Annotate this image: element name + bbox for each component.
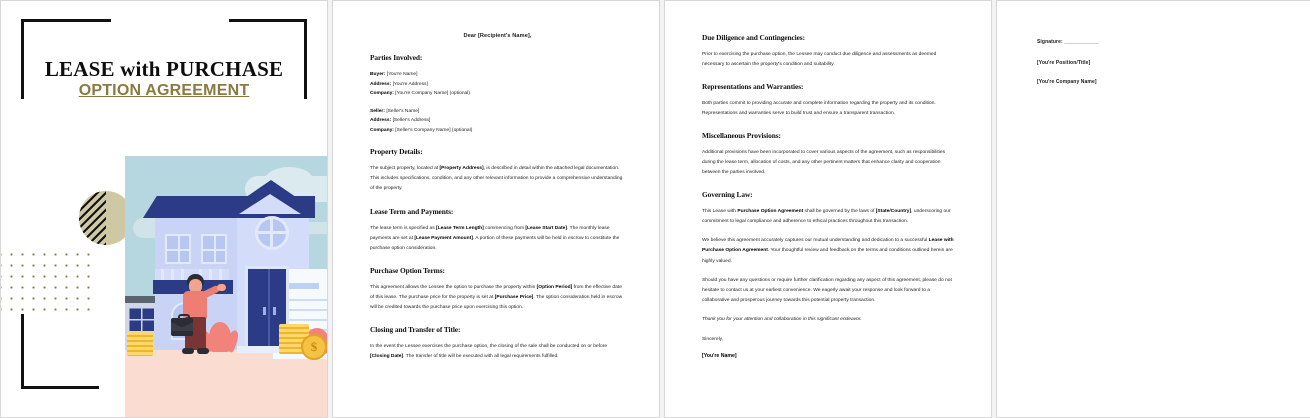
person-illustration [177, 274, 217, 356]
section-heading-lease-term-payments: Lease Term and Payments: [370, 206, 454, 216]
signature-block [1037, 39, 1290, 98]
window-mullion [203, 249, 225, 251]
placeholder-option-period: [Option Period] [536, 284, 573, 290]
section-heading-due-diligence: Due Diligence and Contingencies: [702, 33, 805, 42]
person-shoe [182, 348, 194, 354]
text-fragment: , is described in detail within the attached legal documentation. This includes specifications, condition, and any other relevant information to provide a comprehensive understanding of the property. [370, 166, 623, 192]
corner-bracket-bottom-left-icon [21, 314, 99, 389]
round-window-icon [255, 216, 289, 250]
text-fragment: shall be governed by the laws of [803, 209, 876, 215]
document-page-4[interactable] [996, 0, 1310, 418]
coin-stack-icon [127, 332, 153, 356]
seller-address-value: [Seller's Address] [392, 118, 431, 124]
text-fragment: , underscoring our commitment to legal compliance and adherence to ethical practices throughout this transaction. [702, 209, 951, 225]
document-page-1-cover[interactable] [0, 0, 328, 418]
greeting-line: Dear [Recipient's Name], [463, 33, 532, 39]
text-fragment: . The transfer of title will be executed with all legal requirements fulfilled. [403, 353, 559, 359]
paragraph-purchase-option-terms [370, 283, 625, 313]
text-fragment: We believe this agreement accurately captures our mutual understanding and dedication to a successful [702, 238, 929, 244]
buyer-address-value: [You're Address] [392, 81, 428, 87]
buyer-address-label: Address: [370, 81, 392, 87]
company-name-placeholder: [You're Company Name] [1037, 79, 1097, 85]
placeholder-lease-term-length: [Lease Term Length] [436, 225, 484, 231]
text-fragment: . A portion of these payments will be held in escrow to constitute the purchase option consideration. [370, 235, 620, 251]
text-fragment: The subject property, located at [370, 166, 440, 172]
cover-subtitle: OPTION AGREEMENT [78, 82, 250, 99]
window-mullion [167, 249, 189, 251]
text-fragment: This Lease with [702, 209, 738, 215]
text-fragment: commencing from [483, 225, 526, 231]
buyer-name-row [370, 70, 625, 80]
text-fragment: from the effective date of this lease. The purchase price for the property is set at [370, 284, 622, 300]
bold-purchase-option-agreement: Purchase Option Agreement [737, 209, 804, 215]
paragraph-lease-term-payments [370, 224, 625, 254]
paragraph-property-details [370, 164, 625, 194]
signature-line[interactable]: Signature: ____________ [1037, 39, 1099, 45]
seller-value: [Seller's Name] [386, 108, 420, 114]
section-heading-closing-transfer-title: Closing and Transfer of Title: [370, 324, 461, 334]
section-heading-purchase-option-terms: Purchase Option Terms: [370, 265, 445, 275]
seller-company-label: Company: [370, 127, 394, 133]
paragraph-due-diligence: Prior to exercising the purchase option, the Lessee may conduct due diligence and assessments as deemed necessary to ascertain the property's condition and suitability. [702, 52, 937, 68]
signature-name-placeholder: [You're Name] [702, 353, 737, 360]
text-fragment: In the event the Lessee exercises the purchase option, the closing of the sale shall be conducted on or before [370, 343, 608, 349]
person-shoe [197, 348, 209, 354]
buyer-company-row [370, 89, 625, 99]
text-fragment: . The option consideration held in escrow will be credited towards the purchase price upon exercising this option. [370, 294, 623, 310]
paragraph-closing-belief [702, 236, 957, 266]
buyer-company-label: Company: [370, 91, 394, 97]
cover-title: LEASE with PURCHASE [44, 57, 284, 81]
text-fragment: This agreement allows the Lessee the option to purchase the property within [370, 284, 537, 290]
briefcase-icon [171, 318, 193, 336]
text-fragment: The lease term is specified as [370, 225, 437, 231]
document-page-3[interactable] [664, 0, 992, 418]
door-handle-icon [273, 307, 276, 315]
sincerely-line: Sincerely, [702, 336, 724, 342]
section-heading-parties-involved: Parties Involved: [370, 53, 423, 62]
placeholder-purchase-price: [Purchase Price] [494, 294, 534, 300]
seller-company-row [370, 126, 625, 136]
page-3-body [702, 33, 957, 359]
seller-company-value: [Seller's Company Name] (optional) [395, 127, 473, 133]
section-heading-representations-warranties: Representations and Warranties: [702, 82, 804, 92]
dot-grid-decoration-icon [0, 249, 95, 311]
document-page-2[interactable] [332, 0, 660, 418]
text-fragment: . Your thoughtful review and feedback on the terms and conditions outlined herein are highly valued. [702, 248, 953, 264]
cover-layout [1, 1, 327, 417]
placeholder-state-country: [State/Country] [875, 209, 912, 215]
paragraph-governing-law [702, 207, 957, 227]
door-split [268, 269, 270, 347]
door-handle-icon [263, 307, 266, 315]
seller-address-label: Address: [370, 118, 392, 124]
buyer-address-row [370, 80, 625, 90]
bold-lease-with-purchase-option-agreement: Lease with Purchase Option Agreement [702, 238, 954, 254]
section-heading-property-details: Property Details: [370, 147, 423, 157]
section-heading-miscellaneous-provisions: Miscellaneous Provisions: [702, 131, 781, 141]
buyer-company-value: [You're Company Name] (optional) [395, 91, 470, 97]
placeholder-lease-start-date: [Lease Start Date] [525, 225, 567, 231]
seller-name-row [370, 107, 625, 117]
buyer-info-group [370, 70, 625, 99]
placeholder-lease-payment-amount: [Lease Payment Amount] [414, 235, 473, 241]
person-hand [217, 284, 226, 291]
cover-illustration [125, 156, 328, 418]
document-heading-bar [285, 283, 319, 289]
buyer-label: Buyer: [370, 72, 386, 77]
section-heading-governing-law: Governing Law: [702, 190, 753, 200]
position-title-placeholder: [You're Position/Title] [1037, 60, 1091, 66]
seller-label: Seller: [370, 108, 385, 114]
placeholder-closing-date: [Closing Date] [370, 353, 404, 359]
paragraph-representations-warranties: Both parties commit to providing accurate and complete information regarding the property and its condition. Representations and warranties serve to build trust and ensure a transparent transaction. [702, 101, 936, 117]
paragraph-miscellaneous-provisions: Additional provisions have been incorporated to cover various aspects of the agreement, such as responsibilities during the lease term, allocation of costs, and any other pertinent matters that enhance clarity and cooperation between the parties involved. [702, 150, 946, 176]
seller-info-group [370, 107, 625, 136]
page-2-body [370, 33, 625, 371]
seller-address-row [370, 116, 625, 126]
dollar-coin-icon: $ [301, 334, 327, 360]
thank-you-line: Thank you for your attention and collaboration in this significant endeavor. [702, 316, 862, 322]
house-window [201, 234, 227, 264]
paragraph-questions-contact: Should you have any questions or require further clarification regarding any aspect of this agreement, please do not hesitate to contact us at your earliest convenience. We eagerly await your response and look forward to a collaborative and prosperous journey towards this potential property transaction. [702, 277, 952, 303]
paragraph-closing-transfer-title [370, 342, 625, 362]
circle-stripes [79, 191, 106, 245]
house-gable-face [239, 194, 301, 214]
house-window [165, 234, 191, 264]
placeholder-property-address: [Property Address] [439, 166, 484, 172]
text-fragment: . The monthly lease payments are set at [370, 225, 610, 241]
buyer-value: [You're Name] [386, 72, 418, 77]
